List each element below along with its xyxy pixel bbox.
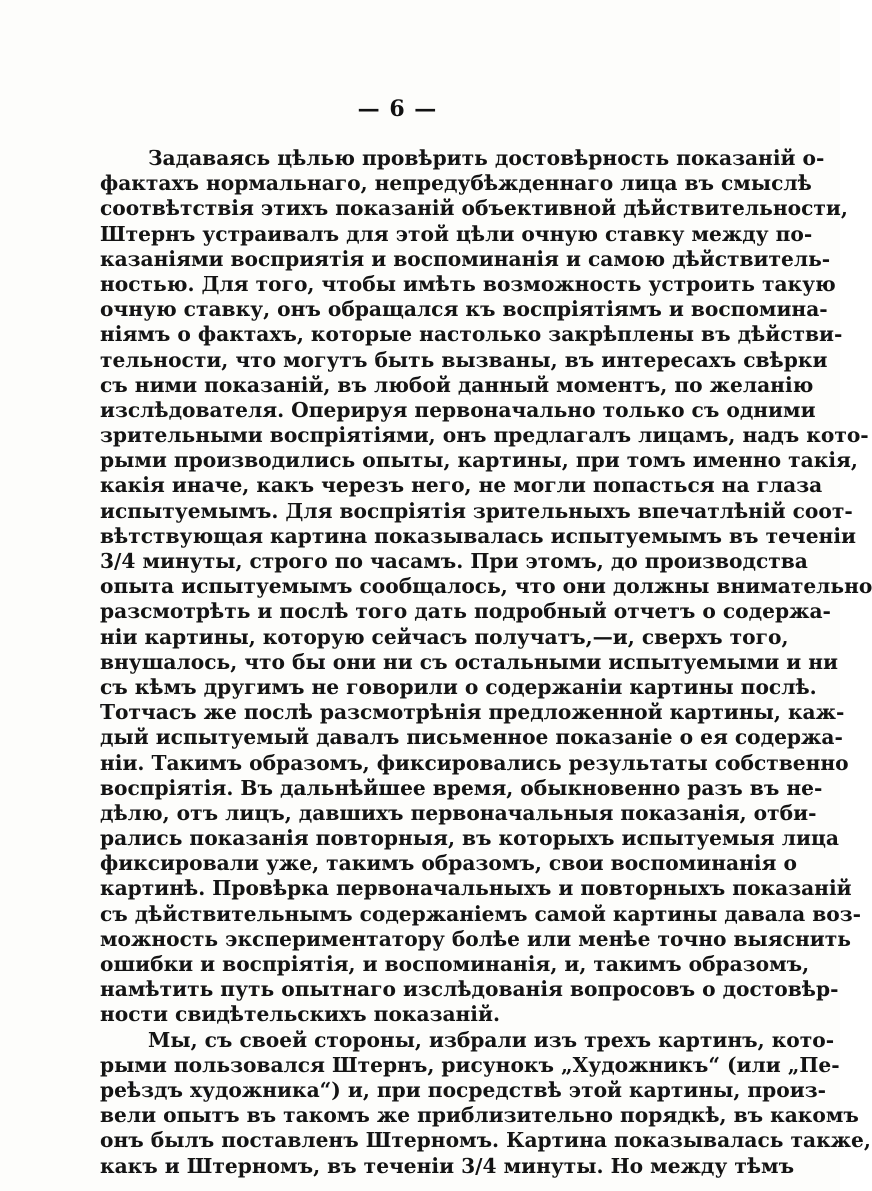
text-line: ности свидѣтельскихъ показаній. — [100, 1002, 500, 1027]
text-line: Мы, съ своей стороны, избрали изъ трехъ картинъ, кото- — [148, 1027, 835, 1052]
text-line: изслѣдователя. Оперируя первоначально только съ одними — [100, 397, 816, 422]
text-line: Штернъ устраивалъ для этой цѣли очную ставку между по- — [100, 221, 813, 246]
text-line: ностью. Для того, чтобы имѣть возможность устроить такую — [100, 271, 836, 296]
page-number: — 6 — — [357, 96, 438, 122]
text-line: рыми пользовался Штернъ, рисунокъ „Художникъ“ (или „Пе- — [100, 1052, 840, 1077]
text-line: ніи картины, которую сейчасъ получатъ,—и, сверхъ того, — [100, 624, 789, 649]
text-line: рались показанія повторныя, въ которыхъ испытуемыя лица — [100, 826, 839, 851]
text-line: намѣтить путь опытнаго изслѣдованія вопросовъ о достовѣр- — [100, 977, 839, 1002]
text-line: испытуемымъ. Для воспріятія зрительныхъ впечатлѣній соот- — [100, 498, 853, 523]
text-line: съ ними показаній, въ любой данный моментъ, по желанію — [100, 372, 814, 397]
text-line: фактахъ нормальнаго, непредубѣжденнаго лица въ смыслѣ — [100, 171, 812, 196]
text-line: съ кѣмъ другимъ не говорили о содержаніи картины послѣ. — [100, 674, 817, 699]
text-line: опыта испытуемымъ сообщалось, что они должны внимательно — [100, 574, 872, 599]
text-line: 3/4 минуты, строго по часамъ. При этомъ, до производства — [100, 549, 808, 573]
text-line: ніи. Такимъ образомъ, фиксировались результаты собственно — [100, 750, 849, 775]
text-line: фиксировали уже, такимъ образомъ, свои воспоминанія о — [100, 851, 797, 876]
text-line: соотвѣтствія этихъ показаній объективной дѣйствительности, — [100, 196, 848, 221]
text-line: Тотчасъ же послѣ разсмотрѣнія предложенной картины, каж- — [100, 700, 845, 725]
text-line: картинѣ. Провѣрка первоначальныхъ и повторныхъ показаній — [100, 876, 852, 901]
text-line: реѣздъ художника“) и, при посредствѣ этой картины, произ- — [100, 1077, 826, 1102]
paragraph — [100, 1027, 871, 1179]
text-line: дый испытуемый давалъ письменное показаніе о ея содержа- — [100, 725, 843, 750]
text-line: ошибки и воспріятія, и воспоминанія, и, такимъ образомъ, — [100, 952, 810, 976]
text-line: вели опытъ въ такомъ же приблизительно порядкѣ, въ какомъ — [100, 1103, 859, 1128]
text-line: какъ и Штерномъ, въ теченіи 3/4 минуты. Но между тѣмъ — [100, 1153, 795, 1178]
text-line: вѣтствующая картина показывалась испытуемымъ въ теченіи — [100, 523, 856, 548]
paragraph — [100, 146, 872, 1028]
text-line: дѣлю, отъ лицъ, давшихъ первоначальныя показанія, отби- — [100, 800, 817, 825]
text-line: внушалось, что бы они ни съ остальными испытуемыми и ни — [100, 649, 839, 674]
text-line: зрительными воспріятіями, онъ предлагалъ лицамъ, надъ кото- — [100, 423, 869, 448]
text-line: онъ былъ поставленъ Штерномъ. Картина показывалась также, — [100, 1128, 871, 1153]
text-line: съ дѣйствительнымъ содержаніемъ самой картины давала воз- — [100, 901, 861, 926]
text-line: разсмотрѣть и послѣ того дать подробный отчетъ о содержа- — [100, 599, 831, 624]
text-line: воспріятія. Въ дальнѣйшее время, обыкновенно разъ въ не- — [100, 775, 823, 800]
text-line: можность экспериментатору болѣе или менѣе точно выяснить — [100, 926, 851, 951]
text-line: очную ставку, онъ обращался къ воспріятіямъ и воспомина- — [100, 297, 828, 322]
text-line: рыми производились опыты, картины, при томъ именно такія, — [100, 448, 858, 473]
text-line: казаніями восприятія и воспоминанія и самою дѣйствитель- — [100, 246, 831, 271]
body-text — [100, 146, 872, 1179]
text-line: тельности, что могутъ быть вызваны, въ интересахъ свѣрки — [100, 347, 828, 372]
text-line: какія иначе, какъ черезъ него, не могли попасться на глаза — [100, 473, 823, 498]
text-line: Задаваясь цѣлью провѣрить достовѣрность показаній о- — [148, 146, 825, 170]
text-line: ніямъ о фактахъ, которые настолько закрѣплены въ дѣйстви- — [100, 322, 843, 347]
